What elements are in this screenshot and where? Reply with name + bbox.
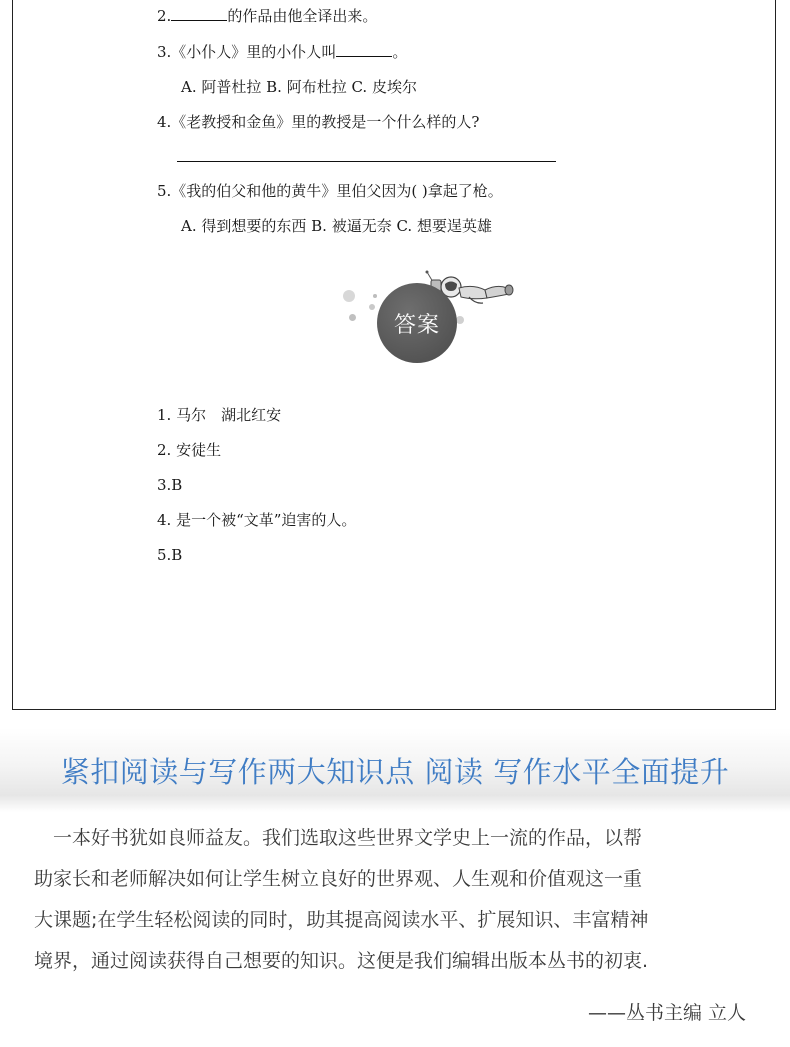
q3-end: 。 — [392, 43, 408, 61]
question-2 — [157, 6, 377, 26]
answer-5: 5.B — [157, 546, 183, 564]
section-headline: 紧扣阅读与写作两大知识点 阅读 写作水平全面提升 — [60, 755, 730, 789]
book-page — [12, 0, 776, 710]
question-3-options: A. 阿普杜拉 B. 阿布杜拉 C. 皮埃尔 — [181, 78, 417, 96]
answer-badge — [377, 283, 457, 363]
intro-line-2: 助家长和老师解决如何让学生树立良好的世界观、人生观和价值观这一重 — [34, 868, 643, 890]
answer-badge-label: 答案 — [393, 312, 440, 338]
q3-text: 3.《小仆人》里的小仆人叫 — [157, 43, 337, 61]
q2-blank — [171, 6, 227, 21]
decor-dot — [456, 316, 464, 324]
answer-1: 1. 马尔 湖北红安 — [157, 406, 282, 424]
question-4: 4.《老教授和金鱼》里的教授是一个什么样的人? — [157, 113, 480, 131]
q2-number: 2. — [157, 7, 172, 25]
q3-blank — [336, 42, 392, 57]
q2-text: 的作品由他全译出来。 — [227, 7, 378, 25]
answer-4: 4. 是一个被“文革”迫害的人。 — [157, 511, 357, 529]
editor-signature: ——丛书主编 立人 — [587, 1002, 746, 1024]
question-5: 5.《我的伯父和他的黄牛》里伯父因为( )拿起了枪。 — [157, 182, 503, 200]
question-5-options: A. 得到想要的东西 B. 被逼无奈 C. 想要逞英雄 — [181, 217, 492, 235]
decor-dot — [343, 290, 355, 302]
answer-2: 2. 安徒生 — [157, 441, 222, 459]
intro-line-3: 大课题;在学生轻松阅读的同时，助其提高阅读水平、扩展知识、丰富精神 — [34, 909, 649, 931]
decor-dot — [369, 304, 375, 310]
decor-dot — [373, 294, 377, 298]
intro-line-4: 境界，通过阅读获得自己想要的知识。这便是我们编辑出版本丛书的初衷. — [34, 950, 649, 972]
answer-line — [177, 161, 556, 162]
decor-dot — [349, 314, 356, 321]
intro-line-1: 一本好书犹如良师益友。我们选取这些世界文学史上一流的作品，以帮 — [34, 827, 643, 849]
question-3 — [157, 42, 407, 62]
answer-3: 3.B — [157, 476, 183, 494]
